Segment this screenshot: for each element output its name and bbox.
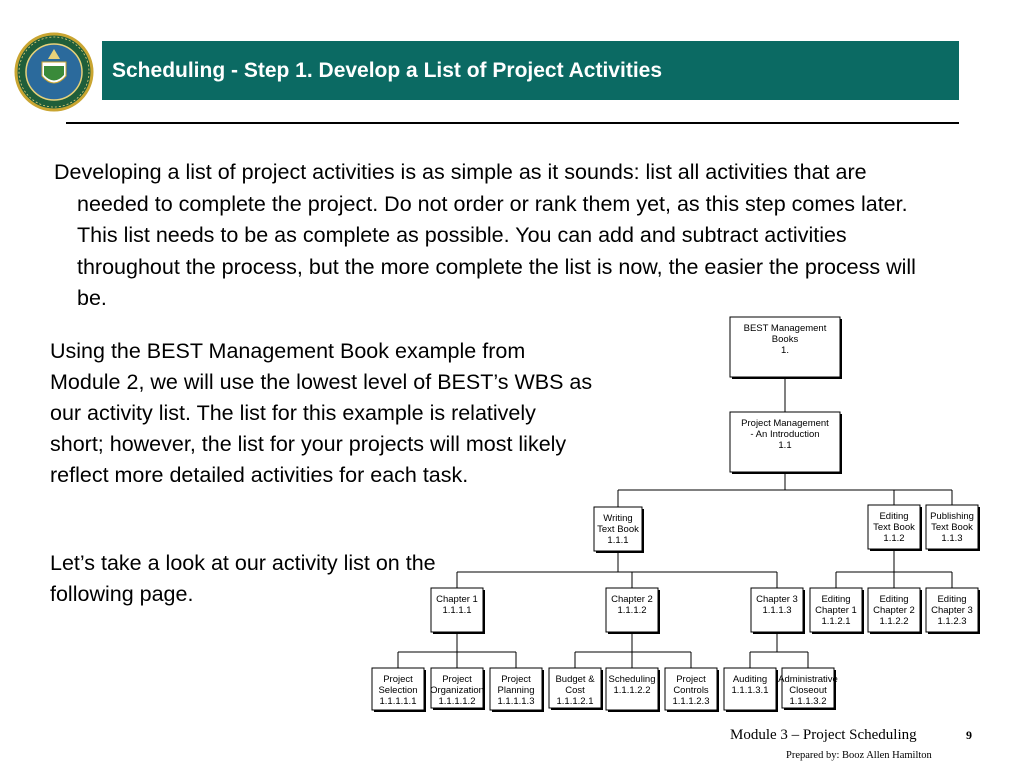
wbs-node-label: Project — [442, 674, 472, 685]
page-number: 9 — [966, 728, 972, 742]
wbs-node-label: 1.1.3 — [941, 533, 963, 544]
wbs-node-n113 — [926, 505, 980, 551]
wbs-node-label: Chapter 3 — [756, 594, 798, 605]
wbs-node-n11131 — [724, 668, 778, 712]
wbs-node-n11111 — [372, 668, 426, 712]
wbs-node-label: 1.1.1.3.2 — [789, 696, 827, 707]
wbs-node-label: 1.1.1.3.1 — [731, 685, 769, 696]
wbs-node-n1122 — [868, 588, 922, 634]
wbs-node-label: 1.1.1.2.3 — [672, 696, 710, 707]
wbs-node-n11132 — [778, 668, 838, 710]
wbs-node-label: Administrative — [778, 674, 838, 685]
wbs-node-n1121 — [810, 588, 864, 634]
wbs-node-n1112 — [606, 588, 660, 634]
footer-prepared-by: Prepared by: Booz Allen Hamilton — [786, 750, 932, 761]
wbs-node-label: 1.1 — [778, 440, 792, 451]
next-page-paragraph: Let’s take a look at our activity list on the following page. — [50, 551, 436, 606]
wbs-node-label: BEST Management — [743, 323, 827, 334]
wbs-node-n11123 — [665, 668, 719, 712]
wbs-node-label: Publishing — [930, 511, 974, 522]
wbs-node-label: Selection — [378, 685, 418, 696]
wbs-node-label: Editing — [879, 511, 909, 522]
wbs-node-label: Planning — [497, 685, 535, 696]
wbs-node-label: 1.1.1.1 — [442, 605, 472, 616]
wbs-node-label: Project — [383, 674, 413, 685]
wbs-node-label: 1.1.2 — [883, 533, 905, 544]
wbs-node-n11121 — [549, 668, 603, 710]
wbs-node-label: 1.1.1.2.2 — [613, 685, 651, 696]
wbs-node-label: 1. — [781, 345, 789, 356]
wbs-node-n1111 — [431, 588, 485, 634]
wbs-node-label: Project — [501, 674, 531, 685]
wbs-node-n1 — [730, 317, 842, 379]
wbs-node-label: Editing — [821, 594, 851, 605]
wbs-node-label: Budget & — [555, 674, 595, 685]
wbs-node-label: Books — [771, 334, 799, 345]
wbs-node-label: 1.1.1.3 — [762, 605, 792, 616]
wbs-node-label: 1.1.1.2 — [617, 605, 647, 616]
wbs-node-label: Cost — [565, 685, 585, 696]
wbs-node-label: Chapter 1 — [436, 594, 478, 605]
intro-paragraph: Developing a list of project activities is as simple as it sounds: list all activities that are needed to complete the project. Do not order or rank them yet, as this step comes later. This list needs to be as complete as possible. You can add and subtract activities throughout the process, but the more complete the list is now, the easier the process will be. — [54, 160, 916, 310]
wbs-node-n11113 — [490, 668, 544, 712]
slide-title: Scheduling - Step 1. Develop a List of Project Activities — [102, 41, 959, 100]
wbs-node-label: 1.1.1.1.1 — [379, 696, 417, 707]
wbs-node-n11 — [730, 412, 842, 474]
wbs-node-label: Chapter 3 — [931, 605, 973, 616]
wbs-node-n11112 — [430, 668, 485, 710]
wbs-node-label: Editing — [937, 594, 967, 605]
wbs-node-n111 — [594, 507, 644, 553]
wbs-node-label: 1.1.2.2 — [879, 616, 909, 627]
wbs-node-label: Text Book — [597, 524, 639, 535]
wbs-node-label: - An Introduction — [750, 429, 820, 440]
wbs-node-label: Chapter 1 — [815, 605, 857, 616]
wbs-node-label: 1.1.1.1.3 — [497, 696, 535, 707]
wbs-node-label: Project — [676, 674, 706, 685]
wbs-node-n11122 — [606, 668, 660, 712]
wbs-node-label: Writing — [603, 513, 633, 524]
wbs-node-label: 1.1.1 — [607, 535, 629, 546]
wbs-node-label: Project Management — [741, 418, 829, 429]
wbs-node-label: Text Book — [931, 522, 973, 533]
wbs-node-label: Organization — [430, 685, 484, 696]
wbs-node-label: Controls — [673, 685, 709, 696]
wbs-node-label: Chapter 2 — [873, 605, 915, 616]
wbs-node-label: Auditing — [732, 674, 768, 685]
wbs-node-label: 1.1.1.2.1 — [556, 696, 594, 707]
footer-module-label: Module 3 – Project Scheduling — [730, 727, 917, 743]
wbs-node-label: Closeout — [789, 685, 827, 696]
wbs-node-n1123 — [926, 588, 980, 634]
wbs-node-label: Chapter 2 — [611, 594, 653, 605]
wbs-node-n112 — [868, 505, 922, 551]
wbs-node-n1113 — [751, 588, 805, 634]
wbs-node-label: Scheduling — [608, 674, 656, 685]
example-paragraph: Using the BEST Management Book example from Module 2, we will use the lowest level of BEST’s WBS as our activity list. The list for this example is relatively short; however, the list for your projects will most likely reflect more detailed activities for each task. — [50, 339, 593, 487]
wbs-node-label: 1.1.1.1.2 — [438, 696, 476, 707]
wbs-node-label: 1.1.2.1 — [821, 616, 851, 627]
wbs-node-label: Text Book — [873, 522, 915, 533]
wbs-node-label: 1.1.2.3 — [937, 616, 967, 627]
wbs-node-label: Editing — [879, 594, 909, 605]
